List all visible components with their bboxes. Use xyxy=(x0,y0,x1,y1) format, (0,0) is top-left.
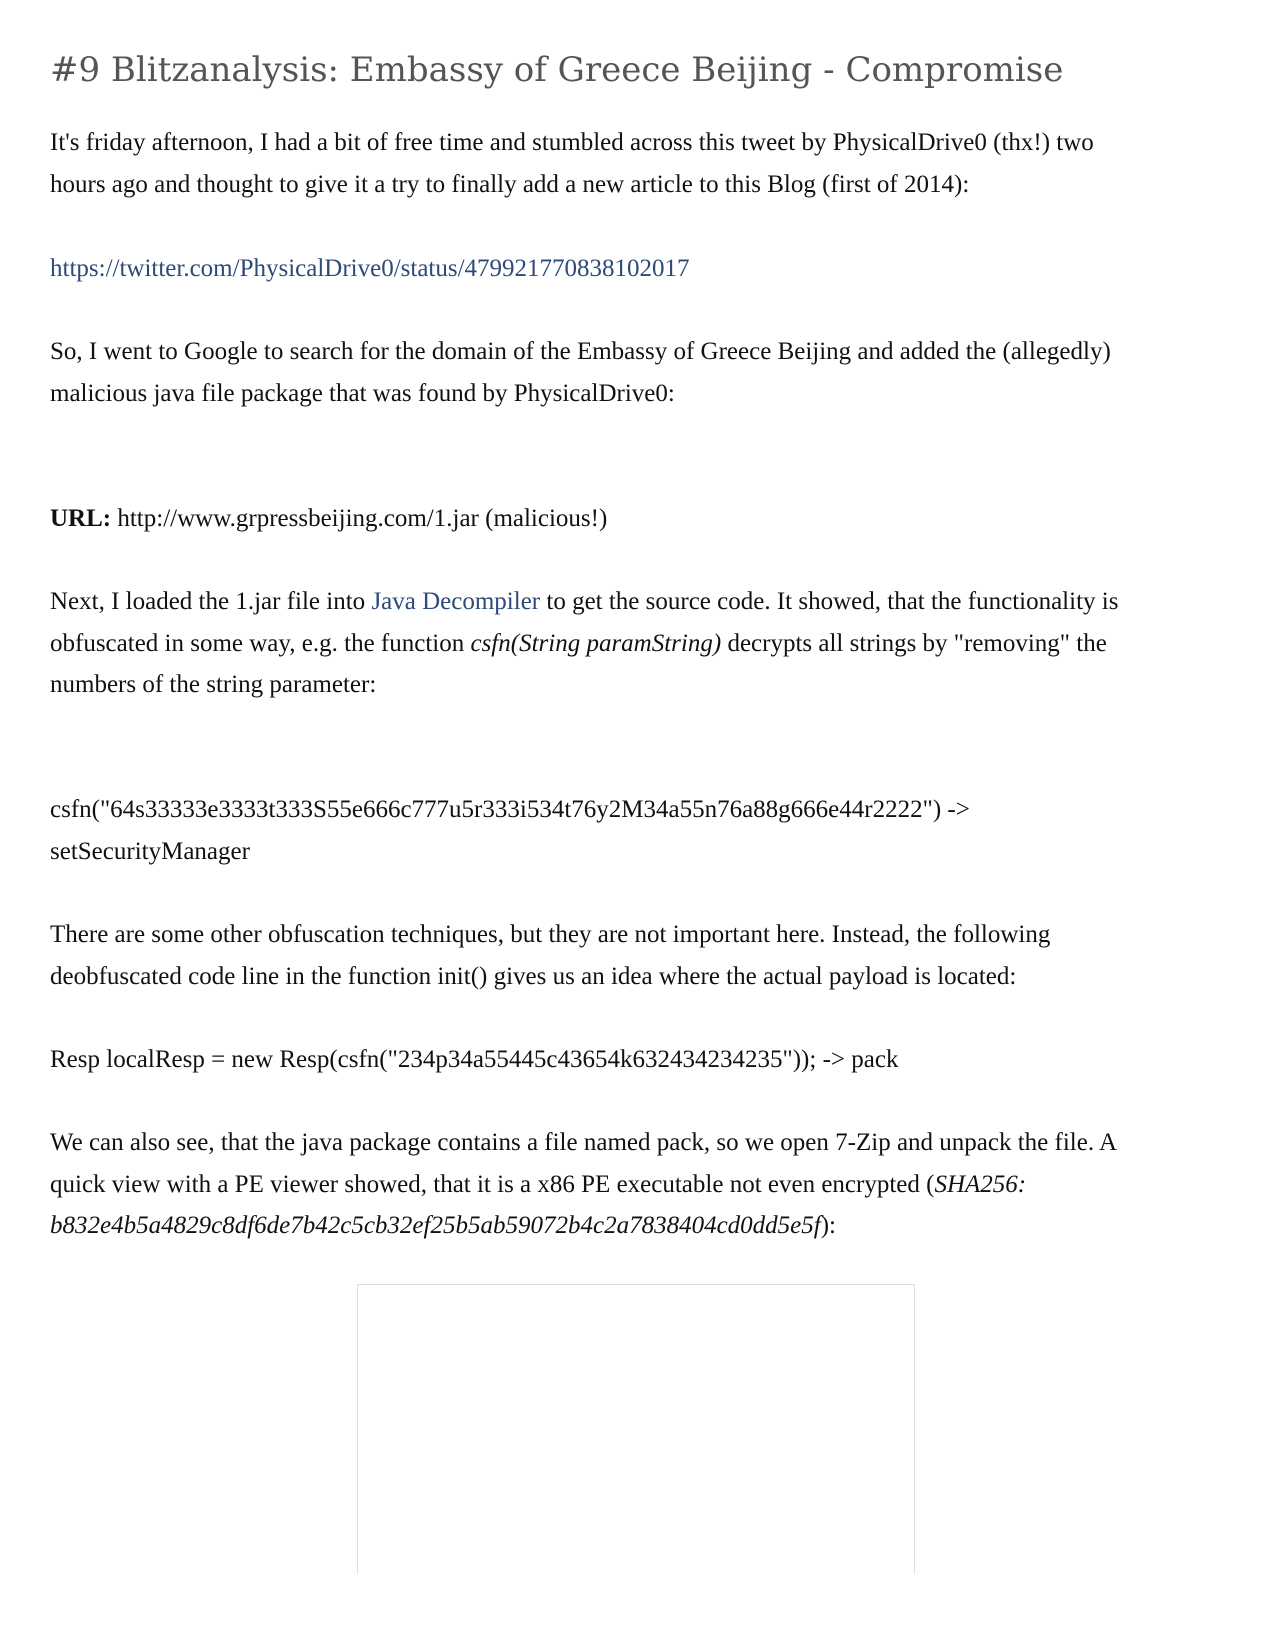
page-title: #9 Blitzanalysis: Embassy of Greece Beijing - Compromise xyxy=(50,50,1064,90)
tweet-paragraph xyxy=(50,248,690,290)
obfuscation-line-2: deobfuscated code line in the function init() gives us an idea where the actual payload is located: xyxy=(50,962,1017,990)
decompiler-line-3: numbers of the string parameter: xyxy=(50,671,377,698)
decompiler-line-2-start: obfuscated in some way, e.g. the function xyxy=(50,629,471,657)
decompiler-paragraph xyxy=(50,581,1118,706)
decompiler-line-2-end: decrypts all strings by "removing" the xyxy=(721,629,1107,657)
tweet-link[interactable]: https://twitter.com/PhysicalDrive0/status/479921770838102017 xyxy=(50,255,690,282)
csfn-function-name: csfn(String paramString) xyxy=(470,629,722,657)
decompiler-line-1-end: to get the source code. It showed, that the functionality is xyxy=(540,588,1119,615)
intro-paragraph xyxy=(50,122,1094,205)
intro-line-1: It's friday afternoon, I had a bit of free time and stumbled across this tweet by PhysicalDrive0 (thx!) two xyxy=(50,129,1094,156)
csfn-code-line-1: csfn("64s33333e3333t333S55e666c777u5r333i534t76y2M34a55n76a88g666e44r2222") -> xyxy=(50,796,970,823)
resp-code-paragraph xyxy=(50,1039,898,1081)
sha256-hash: b832e4b5a4829c8df6de7b42c5cb32ef25b5ab59072b4c2a7838404cd0dd5e5f xyxy=(50,1212,821,1239)
pack-line-3-end: ): xyxy=(820,1212,836,1239)
url-label: URL: xyxy=(50,505,112,532)
obfuscation-paragraph xyxy=(50,914,1050,997)
url-paragraph xyxy=(50,498,607,540)
sha256-label: SHA256: xyxy=(934,1170,1027,1198)
pack-paragraph xyxy=(50,1122,1117,1247)
decompiler-line-1-start: Next, I loaded the 1.jar file into xyxy=(50,588,372,615)
csfn-code-line-2: setSecurityManager xyxy=(50,837,250,865)
google-line-2: malicious java file package that was found by PhysicalDrive0: xyxy=(50,379,675,407)
google-paragraph xyxy=(50,331,1111,414)
url-value: http://www.grpressbeijing.com/1.jar (malicious!) xyxy=(111,505,608,532)
resp-code-line: Resp localResp = new Resp(csfn("234p34a55445c43654k632434234235")); -> pack xyxy=(50,1046,899,1073)
pack-line-2-start: quick view with a PE viewer showed, that it is a x86 PE executable not even encrypted ( xyxy=(50,1170,935,1198)
intro-line-2: hours ago and thought to give it a try to finally add a new article to this Blog (first of 2014): xyxy=(50,170,970,198)
pe-viewer-screenshot-frame xyxy=(357,1284,915,1574)
csfn-code-paragraph xyxy=(50,789,970,872)
pack-line-1: We can also see, that the java package contains a file named pack, so we open 7-Zip and unpack the file. A xyxy=(50,1129,1118,1156)
java-decompiler-link[interactable]: Java Decompiler xyxy=(371,588,541,615)
google-line-1: So, I went to Google to search for the domain of the Embassy of Greece Beijing and added the (allegedly) xyxy=(50,338,1111,365)
obfuscation-line-1: There are some other obfuscation techniques, but they are not important here. Instead, the following xyxy=(50,921,1051,948)
